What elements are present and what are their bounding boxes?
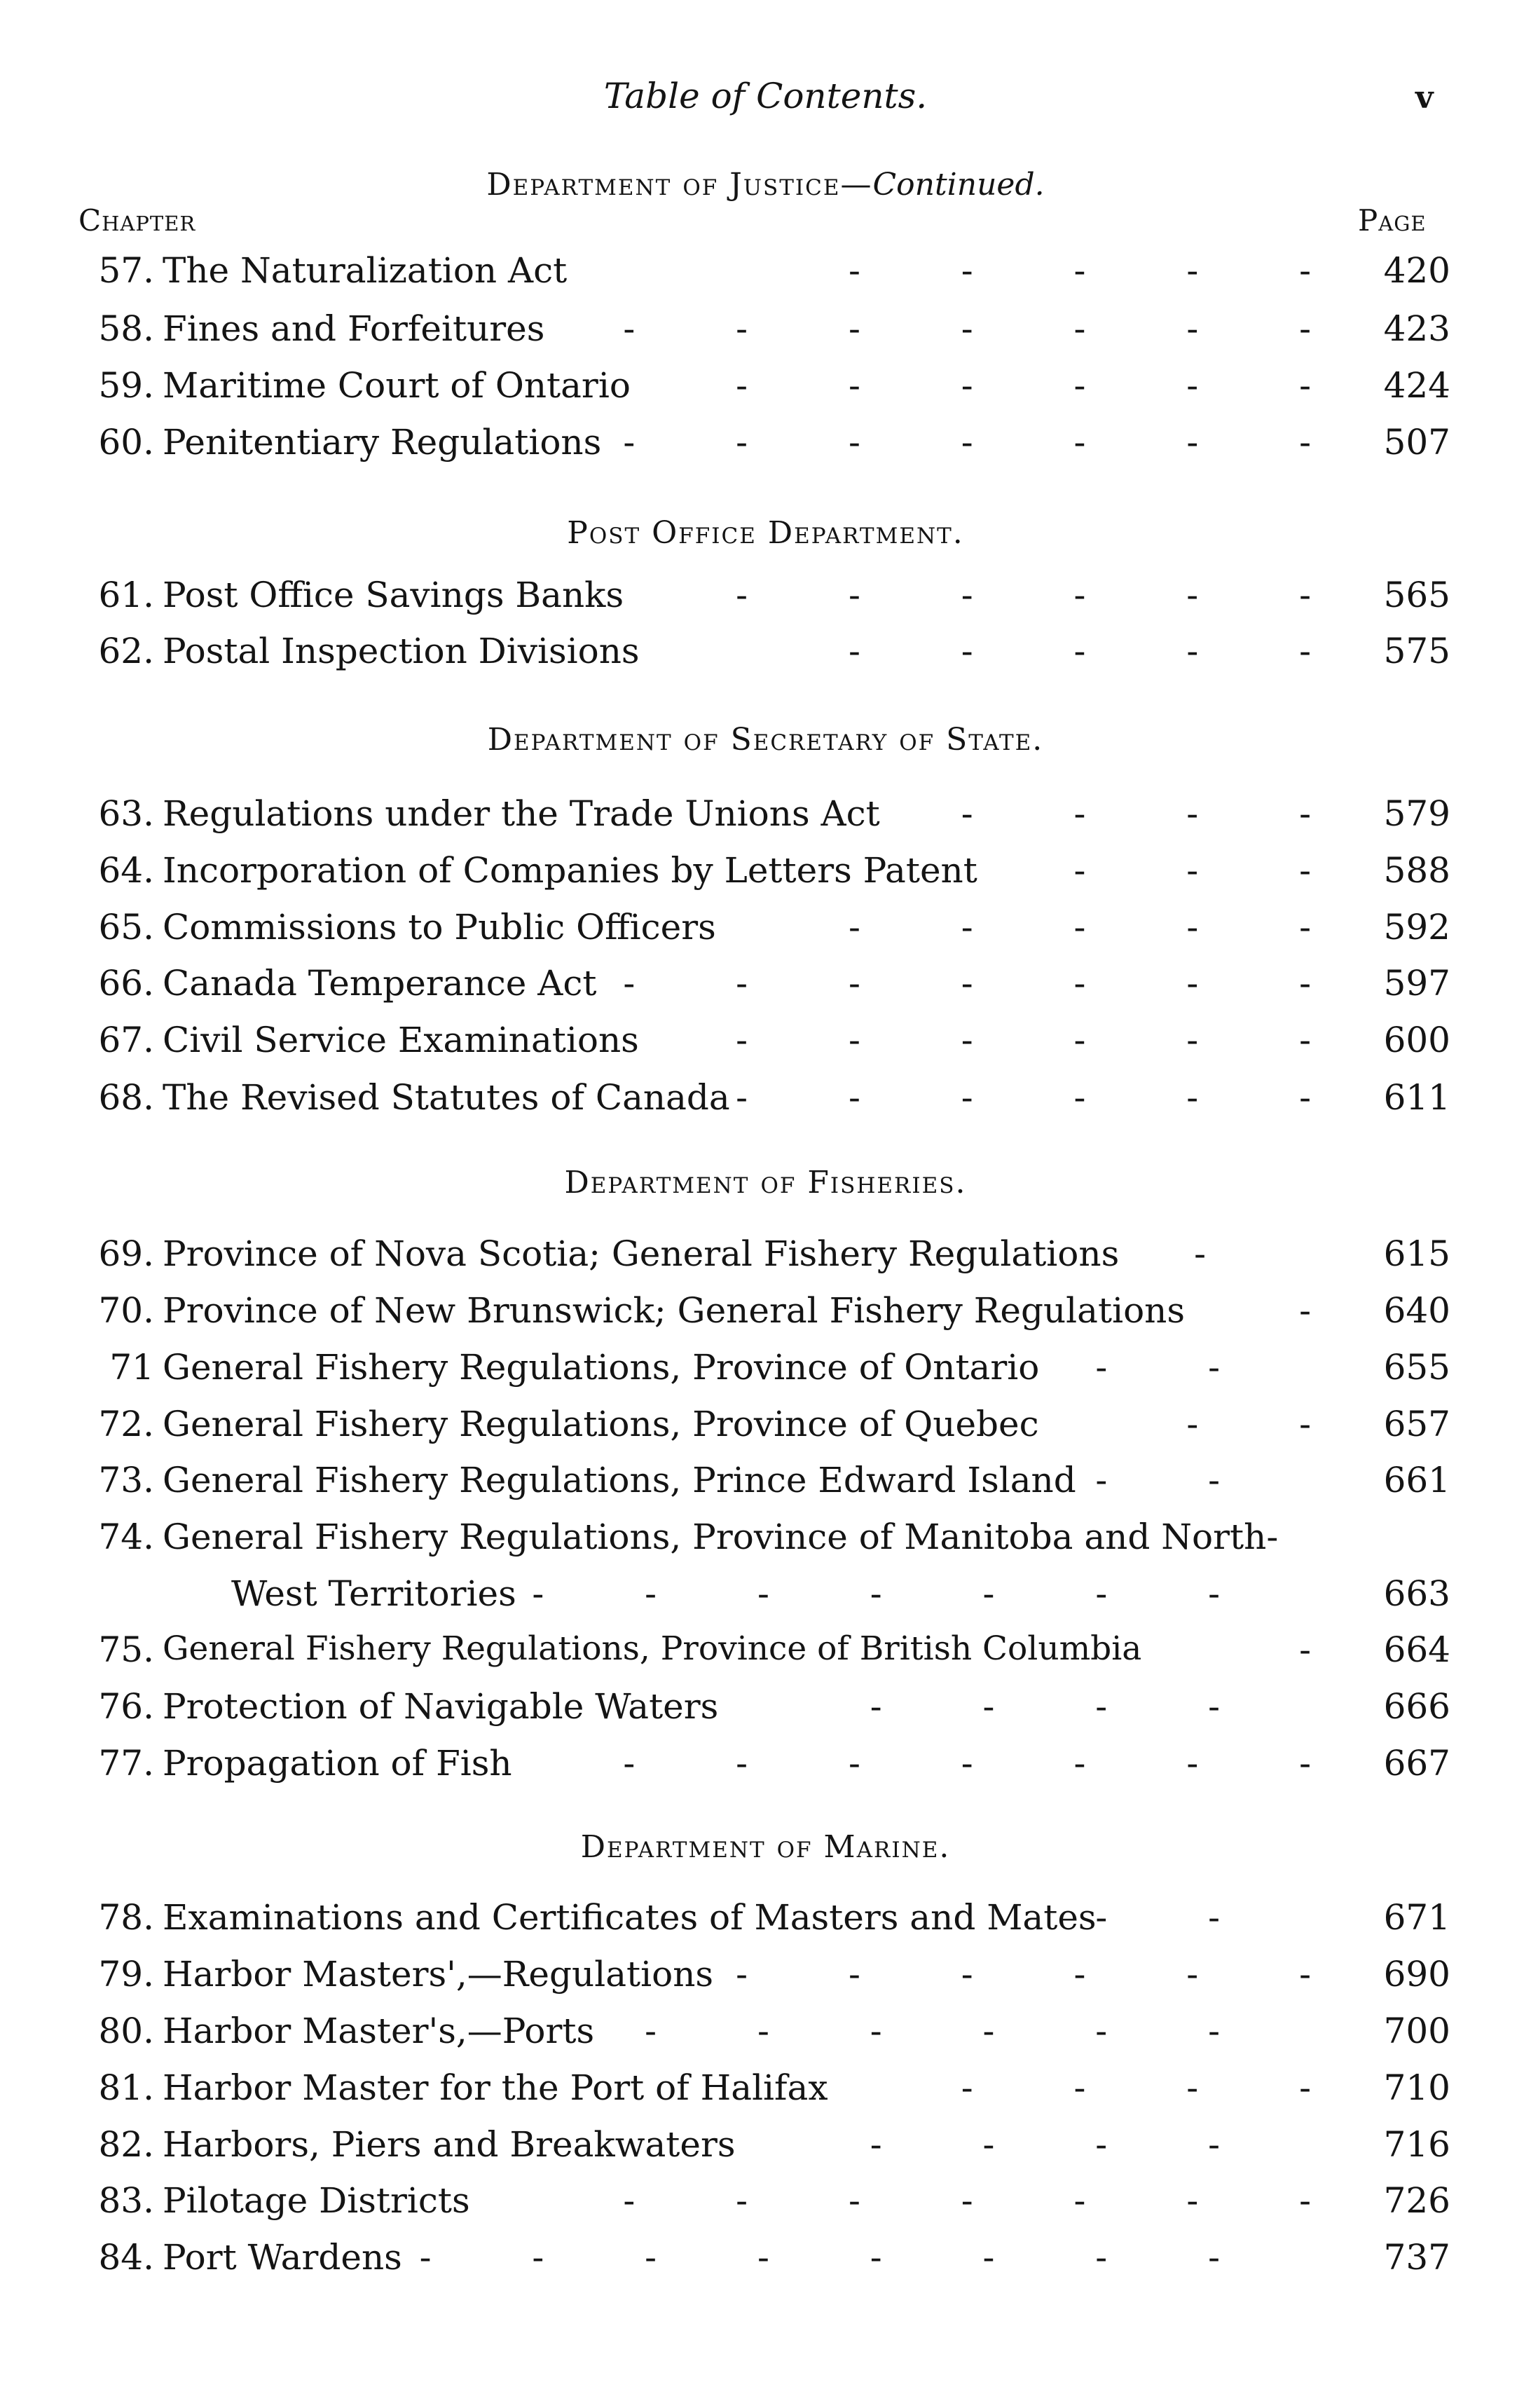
dot-leader: - - - - [870, 1686, 1265, 1727]
page-ref: 666 [1383, 1686, 1450, 1727]
chapter-number: 72. [98, 1404, 154, 1444]
section-heading-marine: Department of Marine. [580, 1829, 951, 1865]
chapter-number: 83. [98, 2180, 154, 2221]
toc-entry [0, 1629, 1531, 1685]
page-ref: 710 [1383, 2067, 1450, 2108]
page-ref: 575 [1383, 631, 1450, 671]
chapter-number: 67. [98, 1020, 154, 1060]
chapter-column-label: Chapter [78, 203, 196, 238]
chapter-number: 71 [109, 1347, 154, 1388]
page-ref: 600 [1383, 1020, 1450, 1060]
chapter-title: Harbor Master's,—Ports [163, 2011, 595, 2051]
dot-leader: - - - - - - - [623, 963, 1356, 1004]
chapter-title: Commissions to Public Officers [163, 907, 716, 948]
page-ref: 579 [1383, 793, 1450, 834]
chapter-title: Examinations and Certificates of Masters and Mates [163, 1897, 1097, 1938]
page-ref: 716 [1383, 2124, 1450, 2165]
toc-entry [0, 1954, 1531, 2010]
section-heading-suffix: Continued. [872, 167, 1045, 203]
page-ref: 671 [1383, 1897, 1450, 1938]
chapter-number: 81. [98, 2067, 154, 2108]
chapter-title: West Territories [231, 1573, 516, 1614]
chapter-title: Incorporation of Companies by Letters Patent [163, 850, 977, 891]
chapter-number: 62. [98, 631, 154, 671]
chapter-title: Penitentiary Regulations [163, 422, 602, 463]
section-heading-secretary-of-state: Department of Secretary of State. [487, 722, 1044, 758]
chapter-number: 77. [98, 1743, 154, 1784]
chapter-title: Province of New Brunswick; General Fishery Regulations [163, 1290, 1186, 1331]
chapter-title: General Fishery Regulations, Province of Quebec [163, 1404, 1039, 1444]
dot-leader: - - - - - - [736, 575, 1356, 615]
chapter-number: 78. [98, 1897, 154, 1938]
page-ref: 726 [1383, 2180, 1450, 2221]
chapter-number: 59. [98, 365, 154, 406]
chapter-title: Canada Temperance Act [163, 963, 597, 1004]
chapter-number: 63. [98, 793, 154, 834]
chapter-number: 75. [98, 1629, 154, 1670]
page-ref: 690 [1383, 1954, 1450, 1995]
chapter-number: 60. [98, 422, 154, 463]
toc-entry [0, 575, 1531, 631]
page-ref: 664 [1383, 1629, 1450, 1670]
dot-leader: - - - - [961, 793, 1356, 834]
page-column-label: Page [1358, 203, 1427, 238]
toc-entry [0, 1460, 1531, 1516]
dot-leader: - [1299, 1290, 1356, 1331]
dot-leader: - - - - - - [645, 2011, 1265, 2051]
page-ref: 657 [1383, 1404, 1450, 1444]
chapter-title: Port Wardens [163, 2237, 402, 2278]
toc-entry [0, 793, 1531, 849]
toc-entry [0, 422, 1531, 478]
dot-leader: - - [1095, 1897, 1265, 1938]
dot-leader: - - - - - - - [532, 1573, 1265, 1614]
section-heading-justice: Department of Justice—Continued. [486, 167, 1045, 203]
dot-leader: - - - - - [848, 907, 1356, 948]
chapter-title: General Fishery Regulations, Province of Ontario [163, 1347, 1040, 1388]
dot-leader: - - - - - [848, 631, 1356, 671]
chapter-title: Postal Inspection Divisions [163, 631, 640, 671]
chapter-number: 70. [98, 1290, 154, 1331]
dot-leader: - - [1095, 1347, 1265, 1388]
dot-leader: - - - - - - - [623, 2180, 1356, 2221]
chapter-title: The Naturalization Act [163, 250, 568, 291]
dot-leader: - - [1095, 1460, 1265, 1500]
toc-entry [0, 1020, 1531, 1076]
toc-entry [0, 365, 1531, 421]
dot-leader: - - - - - - [736, 1020, 1356, 1060]
section-heading-text: Department of Justice [486, 167, 841, 203]
page-ref: 565 [1383, 575, 1450, 615]
toc-entry [0, 907, 1531, 963]
chapter-title: Harbors, Piers and Breakwaters [163, 2124, 736, 2165]
page-ref: 700 [1383, 2011, 1450, 2051]
page-ref: 420 [1383, 250, 1450, 291]
chapter-number: 68. [98, 1077, 154, 1118]
chapter-number: 58. [98, 308, 154, 349]
page-number: v [1415, 80, 1434, 116]
toc-entry [0, 963, 1531, 1019]
toc-entry-continuation [0, 1573, 1531, 1629]
chapter-title: Fines and Forfeitures [163, 308, 545, 349]
dot-leader: - - - - - - [736, 1077, 1356, 1118]
chapter-title: Civil Service Examinations [163, 1020, 639, 1060]
chapter-title: Protection of Navigable Waters [163, 1686, 719, 1727]
chapter-title: The Revised Statutes of Canada [163, 1077, 730, 1118]
toc-entry [0, 1897, 1531, 1953]
page-ref: 588 [1383, 850, 1450, 891]
toc-entry [0, 2011, 1531, 2067]
toc-entry [0, 850, 1531, 906]
dot-leader: - [1194, 1233, 1251, 1274]
chapter-number: 80. [98, 2011, 154, 2051]
toc-entry [0, 631, 1531, 687]
page-ref: 661 [1383, 1460, 1450, 1500]
chapter-title: Maritime Court of Ontario [163, 365, 631, 406]
chapter-title: General Fishery Regulations, Province of Manitoba and North- [163, 1517, 1279, 1557]
section-heading-fisheries: Department of Fisheries. [564, 1165, 967, 1200]
dot-leader: - - - - [870, 2124, 1265, 2165]
chapter-number: 57. [98, 250, 154, 291]
toc-entry [0, 2067, 1531, 2123]
chapter-title: Propagation of Fish [163, 1743, 512, 1784]
dot-leader: - - [1186, 1404, 1356, 1444]
page-ref: 507 [1383, 422, 1450, 463]
chapter-title: Regulations under the Trade Unions Act [163, 793, 880, 834]
page-ref: 640 [1383, 1290, 1450, 1331]
page-ref: 737 [1383, 2237, 1450, 2278]
chapter-number: 65. [98, 907, 154, 948]
page-ref: 611 [1383, 1077, 1450, 1118]
chapter-title: Harbor Master for the Port of Halifax [163, 2067, 828, 2108]
running-title: Table of Contents. [603, 76, 928, 116]
dot-leader: - - - - [961, 2067, 1356, 2108]
toc-entry [0, 308, 1531, 364]
toc-entry [0, 2180, 1531, 2236]
chapter-title: General Fishery Regulations, Province of British Columbia [163, 1629, 1142, 1668]
dot-leader: - - - - - - - [623, 308, 1356, 349]
chapter-title: Province of Nova Scotia; General Fishery Regulations [163, 1233, 1120, 1274]
chapter-title: General Fishery Regulations, Prince Edward Island [163, 1460, 1076, 1500]
chapter-number: 61. [98, 575, 154, 615]
chapter-title: Pilotage Districts [163, 2180, 470, 2221]
page-ref: 667 [1383, 1743, 1450, 1784]
chapter-number: 76. [98, 1686, 154, 1727]
toc-entry [0, 1686, 1531, 1742]
dot-leader: - - - - - [848, 250, 1356, 291]
dot-leader: - - - - - - - [623, 1743, 1356, 1784]
toc-entry [0, 1404, 1531, 1460]
page-ref: 424 [1383, 365, 1450, 406]
chapter-number: 84. [98, 2237, 154, 2278]
toc-entry [0, 1347, 1531, 1403]
dot-leader: - - - - - - - - [419, 2237, 1265, 2278]
toc-entry [0, 2237, 1531, 2293]
chapter-number: 79. [98, 1954, 154, 1995]
page-ref: 615 [1383, 1233, 1450, 1274]
toc-entry [0, 1077, 1531, 1133]
chapter-number: 64. [98, 850, 154, 891]
page-ref: 597 [1383, 963, 1450, 1004]
toc-entry [0, 1517, 1531, 1573]
dot-leader: - - - - - - [736, 365, 1356, 406]
chapter-title: Post Office Savings Banks [163, 575, 624, 615]
chapter-number: 73. [98, 1460, 154, 1500]
page-ref: 423 [1383, 308, 1450, 349]
section-heading-post-office: Post Office Department. [567, 515, 964, 551]
dot-leader: - - - - - - - [623, 422, 1356, 463]
page-ref: 592 [1383, 907, 1450, 948]
dot-leader: - - - [1073, 850, 1356, 891]
page-ref: 655 [1383, 1347, 1450, 1388]
toc-entry [0, 1233, 1531, 1289]
toc-entry [0, 1290, 1531, 1346]
toc-entry [0, 2124, 1531, 2180]
chapter-number: 69. [98, 1233, 154, 1274]
chapter-number: 82. [98, 2124, 154, 2165]
toc-entry [0, 250, 1531, 306]
chapter-number: 74. [98, 1517, 154, 1557]
dot-leader: - - - - - - [736, 1954, 1356, 1995]
chapter-title: Harbor Masters',—Regulations [163, 1954, 714, 1995]
page-ref: 663 [1383, 1573, 1450, 1614]
chapter-number: 66. [98, 963, 154, 1004]
dot-leader: - [1299, 1629, 1356, 1670]
toc-entry [0, 1743, 1531, 1799]
